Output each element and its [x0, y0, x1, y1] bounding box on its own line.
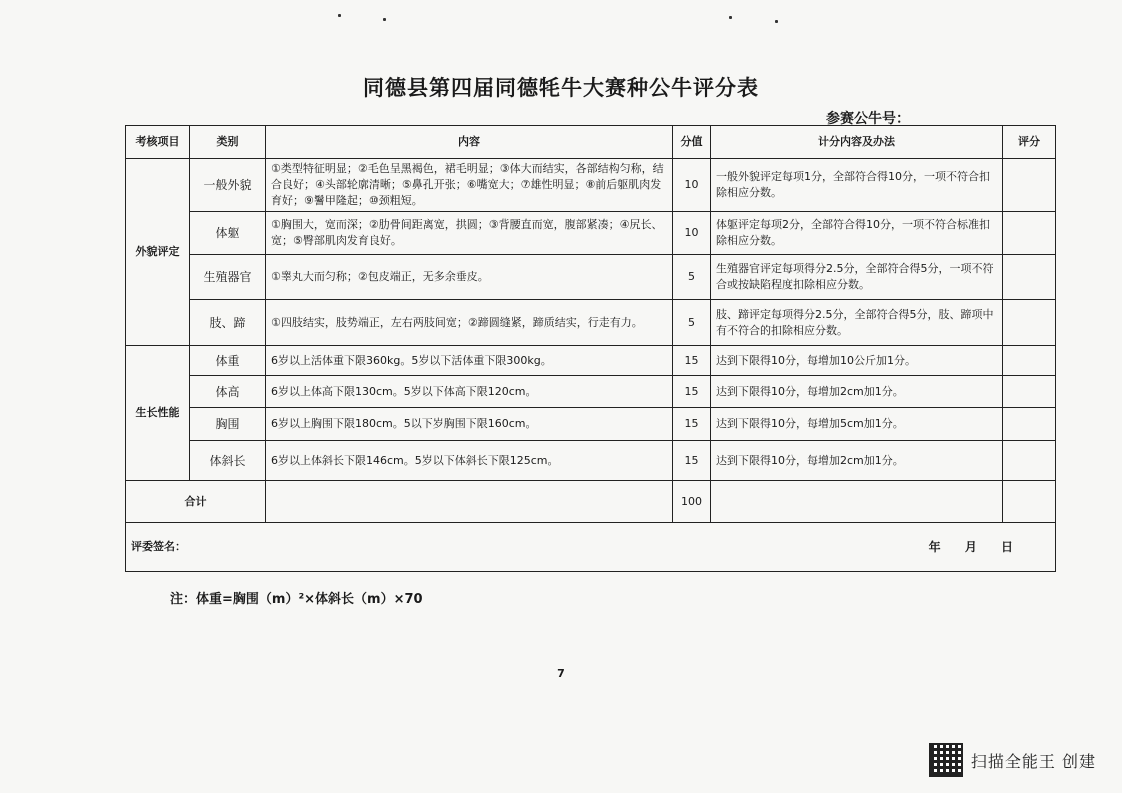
header-category: 类别 [190, 126, 266, 159]
row-category: 体高 [190, 376, 266, 408]
row-score: 15 [673, 408, 711, 441]
table-row [126, 346, 1056, 376]
header-rating: 评分 [1003, 126, 1056, 159]
row-category: 体重 [190, 346, 266, 376]
row-method: 肢、蹄评定每项得分2.5分，全部符合得5分，肢、蹄项中有不符合的扣除相应分数。 [711, 300, 1003, 346]
row-category: 体斜长 [190, 441, 266, 481]
total-rating-cell[interactable] [1003, 481, 1056, 523]
row-score: 5 [673, 300, 711, 346]
total-score: 100 [673, 481, 711, 523]
rating-cell[interactable] [1003, 212, 1056, 255]
qr-code-icon [929, 743, 963, 777]
row-content: ①类型特征明显；②毛色呈黑褐色，裙毛明显；③体大而结实，各部结构匀称，结合良好；④头部轮廓清晰；⑤鼻孔开张；⑥嘴宽大；⑦雄性明显；⑧前后躯肌肉发育好；⑨鬐甲隆起；⑩颈粗短。 [266, 159, 673, 212]
rating-cell[interactable] [1003, 300, 1056, 346]
watermark-text: 扫描全能王 创建 [970, 751, 1096, 771]
rating-cell[interactable] [1003, 346, 1056, 376]
rating-cell[interactable] [1003, 376, 1056, 408]
rating-cell[interactable] [1003, 255, 1056, 300]
table-row [126, 441, 1056, 481]
page-number: 7 [557, 667, 565, 680]
table-row [126, 255, 1056, 300]
row-category: 生殖器官 [190, 255, 266, 300]
rating-cell[interactable] [1003, 159, 1056, 212]
group-name-growth: 生长性能 [126, 346, 190, 481]
score-table [125, 125, 1056, 572]
entry-number-label: 参赛公牛号： [826, 111, 910, 127]
table-row [126, 376, 1056, 408]
formula-note: 注：体重=胸围（m）²×体斜长（m）×70 [170, 592, 423, 607]
total-content-blank [266, 481, 673, 523]
row-score: 15 [673, 376, 711, 408]
total-label: 合计 [126, 481, 266, 523]
row-content: ①四肢结实，肢势端正，左右两肢间宽；②蹄圆缝紧，蹄质结实，行走有力。 [266, 300, 673, 346]
header-item: 考核项目 [126, 126, 190, 159]
group-name-appearance: 外貌评定 [126, 159, 190, 346]
row-content: 6岁以上体高下限130cm。5岁以下体高下限120cm。 [266, 376, 673, 408]
row-method: 达到下限得10分，每增加10公斤加1分。 [711, 346, 1003, 376]
row-score: 10 [673, 159, 711, 212]
rating-cell[interactable] [1003, 408, 1056, 441]
row-category: 体躯 [190, 212, 266, 255]
signature-cell[interactable] [126, 523, 1056, 572]
signature-row [126, 523, 1056, 572]
table-row [126, 408, 1056, 441]
total-row [126, 481, 1056, 523]
header-content: 内容 [266, 126, 673, 159]
row-content: 6岁以上胸围下限180cm。5以下岁胸围下限160cm。 [266, 408, 673, 441]
row-method: 体躯评定每项2分，全部符合得10分，一项不符合标准扣除相应分数。 [711, 212, 1003, 255]
header-score: 分值 [673, 126, 711, 159]
row-score: 10 [673, 212, 711, 255]
total-method-cell[interactable] [711, 481, 1003, 523]
row-method: 达到下限得10分，每增加2cm加1分。 [711, 376, 1003, 408]
row-content: 6岁以上体斜长下限146cm。5岁以下体斜长下限125cm。 [266, 441, 673, 481]
header-method: 计分内容及办法 [711, 126, 1003, 159]
table-row [126, 212, 1056, 255]
row-score: 5 [673, 255, 711, 300]
row-content: 6岁以上活体重下限360kg。5岁以下活体重下限300kg。 [266, 346, 673, 376]
table-row [126, 159, 1056, 212]
row-method: 达到下限得10分，每增加5cm加1分。 [711, 408, 1003, 441]
scanner-watermark [929, 743, 1096, 777]
row-content: ①睾丸大而匀称；②包皮端正，无多余垂皮。 [266, 255, 673, 300]
table-header-row [126, 126, 1056, 159]
row-category: 胸围 [190, 408, 266, 441]
row-content: ①胸围大，宽而深；②肋骨间距离宽，拱圆；③背腰直而宽，腹部紧凑；④尻长、宽；⑤臀部肌肉发育良好。 [266, 212, 673, 255]
judge-signature-label: 评委签名： [131, 540, 186, 553]
row-category: 肢、蹄 [190, 300, 266, 346]
row-category: 一般外貌 [190, 159, 266, 212]
table-row [126, 300, 1056, 346]
row-score: 15 [673, 346, 711, 376]
row-score: 15 [673, 441, 711, 481]
page-title: 同德县第四届同德牦牛大赛种公牛评分表 [363, 76, 759, 100]
row-method: 生殖器官评定每项得分2.5分，全部符合得5分，一项不符合或按缺陷程度扣除相应分数。 [711, 255, 1003, 300]
rating-cell[interactable] [1003, 441, 1056, 481]
row-method: 一般外貌评定每项1分，全部符合得10分，一项不符合扣除相应分数。 [711, 159, 1003, 212]
row-method: 达到下限得10分，每增加2cm加1分。 [711, 441, 1003, 481]
signature-date: 年 月 日 [928, 540, 1013, 554]
